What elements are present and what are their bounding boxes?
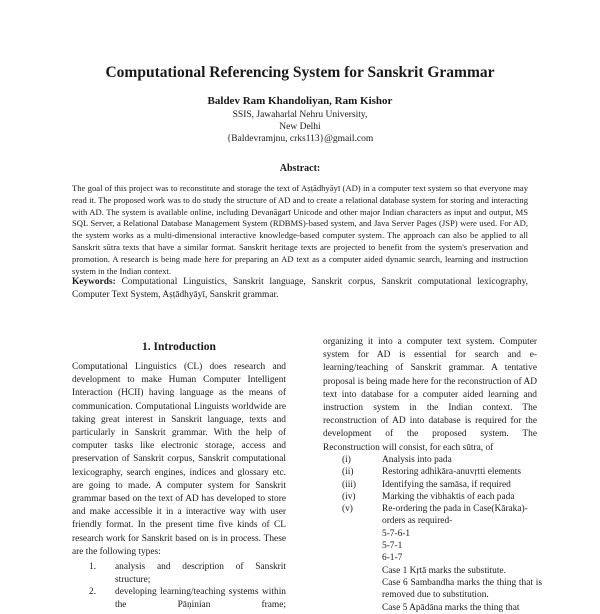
list-text: Restoring adhikāra-anuvṛtti elements: [382, 467, 522, 478]
section-heading-introduction: 1. Introduction: [142, 341, 216, 353]
case-description: Case 1 Kṛtā marks the substitute.: [382, 565, 506, 576]
list-text: Identifying the samāsa, if required: [382, 479, 511, 490]
keywords-label: Keywords:: [72, 277, 116, 287]
affiliation-city: New Delhi: [279, 122, 321, 132]
list-number: (i): [342, 455, 351, 465]
list-item: [342, 491, 542, 503]
continuation-line: orders as required-: [382, 516, 453, 527]
affiliation-line: SSIS, Jawaharlal Nehru University,: [232, 110, 368, 120]
list-text: analysis and description of Sanskrit structure;: [115, 562, 286, 585]
list-text: developing learning/teaching systems within the Pāṇinian frame;: [115, 587, 286, 610]
list-number: (iv): [342, 491, 356, 502]
list-text: Analysis into pada: [382, 455, 452, 465]
list-number: 1.: [89, 562, 97, 572]
abstract-text: The goal of this project was to reconstitute and storage the text of Aṣṭādhyāyī (AD) in a computer text system so that everyone may read it. The proposed work was to do study the structure of AD and to create a relational database system for storing and interacting with AD. The system is available online, including Devanāgarī Unicode and other major Indian characters as input and output, MS SQL Server, a Relational Database Management System (RDBMS)-based system, and Java Server Pages (JSP) were used. For AD, the system works as a multi-dimensional interactive knowledge-based computer system. The approach can also be applied to all Sanskrit sūtra texts that have a similar format. Sanskrit heritage texts are projected to benefit from the system's preservation and promotion. A research is being made here for preparing an AD text as a computer aided dynamic search, learning and instruction system in the Indian context.: [72, 183, 528, 276]
list-item: [342, 466, 542, 478]
list-item: [72, 561, 286, 586]
list-item: [342, 454, 542, 466]
list-item: [72, 586, 286, 611]
keywords: [72, 276, 528, 301]
case-description: Case 6 Sambandha marks the thing that is removed due to substitution.: [382, 577, 542, 601]
types-numbered-list: [72, 561, 286, 611]
intro-left-paragraph: Computational Linguistics (CL) does research and development to make Human Computer Intelligent Interaction (HCII) having language as the means of communication. Computational Linguists worldwide are taking great interest in Sanskrit language, texts and particularly in Sanskrit grammar. With the help of computer tasks like electronic storage, access and preservation of Sanskrit corpus, Sanskrit computational lexicography, search engines, indices and glossary etc. are going to made. A computer system for Sanskrit grammar based on the text of AD has developed to store and make accessible it in a interactive way with user friendly format. In the present time five kinds of CL research work for Sanskrit based on is in process. These are the following types:: [72, 362, 286, 557]
author-emails: {Baldevramjnu, crks113}@gmail.com: [226, 134, 374, 144]
paper-title: Computational Referencing System for Sanskrit Grammar: [105, 64, 495, 81]
list-number: (v): [342, 504, 353, 515]
case-order: 6-1-7: [382, 553, 403, 564]
list-text: Marking the vibhaktis of each pada: [382, 491, 515, 502]
case-description: Case 5 Apādāna marks the thing that: [382, 602, 520, 613]
list-number: 2.: [89, 587, 97, 598]
list-item: [342, 503, 542, 515]
list-number: (ii): [342, 467, 354, 478]
abstract-heading: Abstract:: [279, 163, 321, 174]
list-text: Re-ordering the pada in Case(Kāraka)-: [382, 504, 528, 515]
intro-right-paragraph: organizing it into a computer text system. Computer system for AD is essential for search and e-learning/teaching of Sanskrit grammar. A tentative proposal is being made here for the reconstruction of AD text into database for a computer aided learning and instruction system in the Indian context. The reconstruction of AD into database is required for the development of the proposed system. The Reconstruction will consist, for each sūtra, of: [323, 337, 537, 453]
list-number: (iii): [342, 479, 357, 490]
paper-authors: Baldev Ram Khandoliyan, Ram Kishor: [207, 95, 393, 107]
case-order: 5-7-1: [382, 541, 403, 552]
keywords-text: Computational Linguistics, Sanskrit language, Sanskrit corpus, Sanskrit computational lexicography, Computer Text System, Aṣṭādhyāyī, Sanskrit grammar.: [72, 277, 528, 300]
case-order: 5-7-6-1: [382, 528, 411, 539]
list-item: [342, 479, 542, 491]
reconstruction-steps-list: [342, 454, 542, 614]
